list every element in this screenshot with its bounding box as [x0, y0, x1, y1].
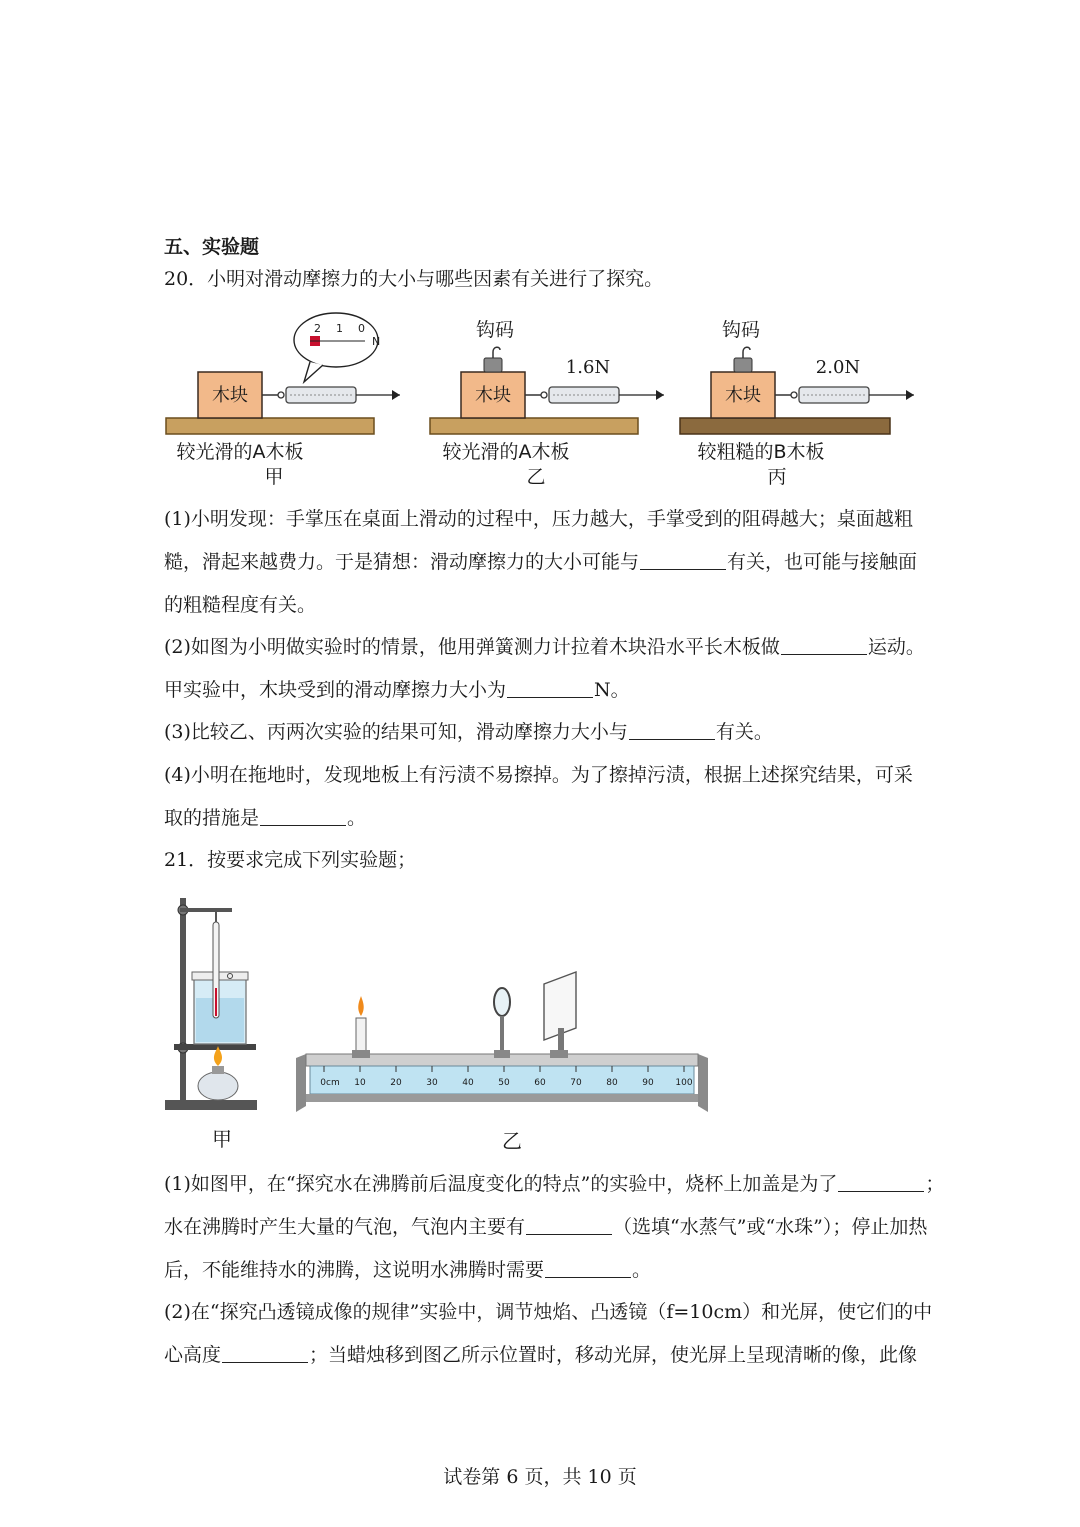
ruler-tick-label: 10 [354, 1078, 366, 1088]
beaker-lid [192, 972, 248, 980]
board-a [166, 418, 374, 434]
panel-tag: 乙 [526, 466, 546, 488]
gauge-unit: N [372, 335, 381, 348]
page-footer: 试卷第 6 页，共 10 页 [443, 1466, 637, 1488]
q20-p1-line3: 的粗糙程度有关。 [164, 594, 317, 616]
candle [356, 1018, 366, 1054]
block-label: 木块 [475, 385, 511, 406]
q21-p1-line1: (1)如图甲，在“探究水在沸腾前后温度变化的特点”的实验中，烧杯上加盖是为了 ； [164, 1173, 945, 1195]
panel-tag: 丙 [767, 466, 787, 488]
heating-apparatus [165, 898, 257, 1151]
pull-arrow [656, 390, 664, 400]
q21-p2-line2: 心高度 ；当蜡烛移到图乙所示位置时，移动光屏，使光屏上呈现清晰的像，此像 [164, 1344, 918, 1366]
q21-stem: 21．按要求完成下列实验题； [164, 849, 417, 871]
ruler-tick-label: 100 [675, 1078, 693, 1088]
weight-icon [484, 358, 502, 372]
q20-p2-line2: 甲实验中，木块受到的滑动摩擦力大小为 N。 [164, 679, 630, 701]
panel-tag: 甲 [264, 466, 284, 488]
block-label: 木块 [212, 385, 248, 406]
q20-p1-line2: 糙，滑起来越费力。于是猜想：滑动摩擦力的大小可能与 有关，也可能与接触面 [164, 551, 918, 573]
spring-scale [799, 387, 869, 403]
weight-label: 钩码 [475, 319, 515, 341]
gauge-tick: 1 [336, 322, 343, 335]
stand-rod [180, 898, 186, 1102]
pull-arrow [906, 390, 914, 400]
ruler-tick-label: 90 [642, 1078, 654, 1088]
alcohol-lamp [198, 1072, 238, 1100]
ruler-tick-label: 40 [462, 1078, 474, 1088]
q21-p1-line3: 后，不能维持水的沸腾，这说明水沸腾时需要 。 [164, 1259, 652, 1281]
q20-stem: 20．小明对滑动摩擦力的大小与哪些因素有关进行了探究。 [164, 268, 664, 290]
ruler-tick-label: 80 [606, 1078, 618, 1088]
section-title: 五、实验题 [164, 236, 260, 258]
answer-blank [222, 1342, 308, 1363]
answer-blank [545, 1257, 631, 1278]
q20-p1-line1: (1)小明发现：手掌压在桌面上滑动的过程中，压力越大，手掌受到的阻碍越大；桌面越粗 [164, 508, 913, 530]
ruler-tick-label: 30 [426, 1078, 438, 1088]
gauge-tick: 0 [358, 322, 365, 335]
q20-p4-line1: (4)小明在拖地时，发现地板上有污渍不易擦掉。为了擦掉污渍，根据上述探究结果，可采 [164, 764, 913, 786]
answer-blank [526, 1214, 612, 1235]
answer-blank [629, 719, 715, 740]
wire-gauze [174, 1044, 256, 1050]
q21-p2-line1: (2)在“探究凸透镜成像的规律”实验中，调节烛焰、凸透镜（f=10cm）和光屏，使它们的中 [164, 1301, 933, 1323]
spring-scale [549, 387, 619, 403]
panel-jia [166, 313, 400, 488]
q21-p1-line2: 水在沸腾时产生大量的气泡，气泡内主要有 （选填“水蒸气”或“水珠”）；停止加热 [164, 1216, 928, 1238]
scale-reading: 1.6N [565, 357, 611, 378]
stand-base [165, 1100, 257, 1110]
answer-blank [260, 805, 346, 826]
board-a [430, 418, 638, 434]
block-label: 木块 [725, 385, 761, 406]
panel-bing [680, 319, 914, 488]
board-label: 较光滑的A木板 [176, 441, 304, 463]
q20-p3: (3)比较乙、丙两次实验的结果可知，滑动摩擦力大小与 有关。 [164, 721, 773, 743]
figure-tag: 甲 [212, 1127, 232, 1151]
ruler-tick-label: 0cm [320, 1078, 340, 1088]
answer-blank [838, 1171, 924, 1192]
weight-label: 钩码 [721, 319, 761, 341]
figure-tag: 乙 [502, 1129, 522, 1153]
scale-reading: 2.0N [815, 357, 861, 378]
ruler-tick-label: 60 [534, 1078, 546, 1088]
ruler-tick-label: 70 [570, 1078, 582, 1088]
ruler-tick-label: 50 [498, 1078, 510, 1088]
weight-icon [734, 358, 752, 372]
spring-scale [286, 387, 356, 403]
ruler-tick-label: 20 [390, 1078, 402, 1088]
q20-p2-line1: (2)如图为小明做实验时的情景，他用弹簧测力计拉着木块沿水平长木板做 运动。 [164, 636, 925, 658]
gauge-tick: 2 [314, 322, 321, 335]
board-b [680, 418, 890, 434]
answer-blank [507, 677, 593, 698]
q20-p4-line2: 取的措施是 。 [164, 807, 367, 829]
heating-lens-figure [160, 888, 730, 1158]
answer-blank [640, 549, 726, 570]
candle-flame [358, 996, 363, 1016]
answer-blank [781, 634, 867, 655]
optical-bench [296, 972, 708, 1153]
board-label: 较粗糙的B木板 [697, 441, 825, 463]
board-label: 较光滑的A木板 [442, 441, 570, 463]
convex-lens [494, 988, 510, 1016]
friction-figure [160, 310, 940, 490]
pull-arrow [392, 390, 400, 400]
panel-yi [430, 319, 664, 488]
